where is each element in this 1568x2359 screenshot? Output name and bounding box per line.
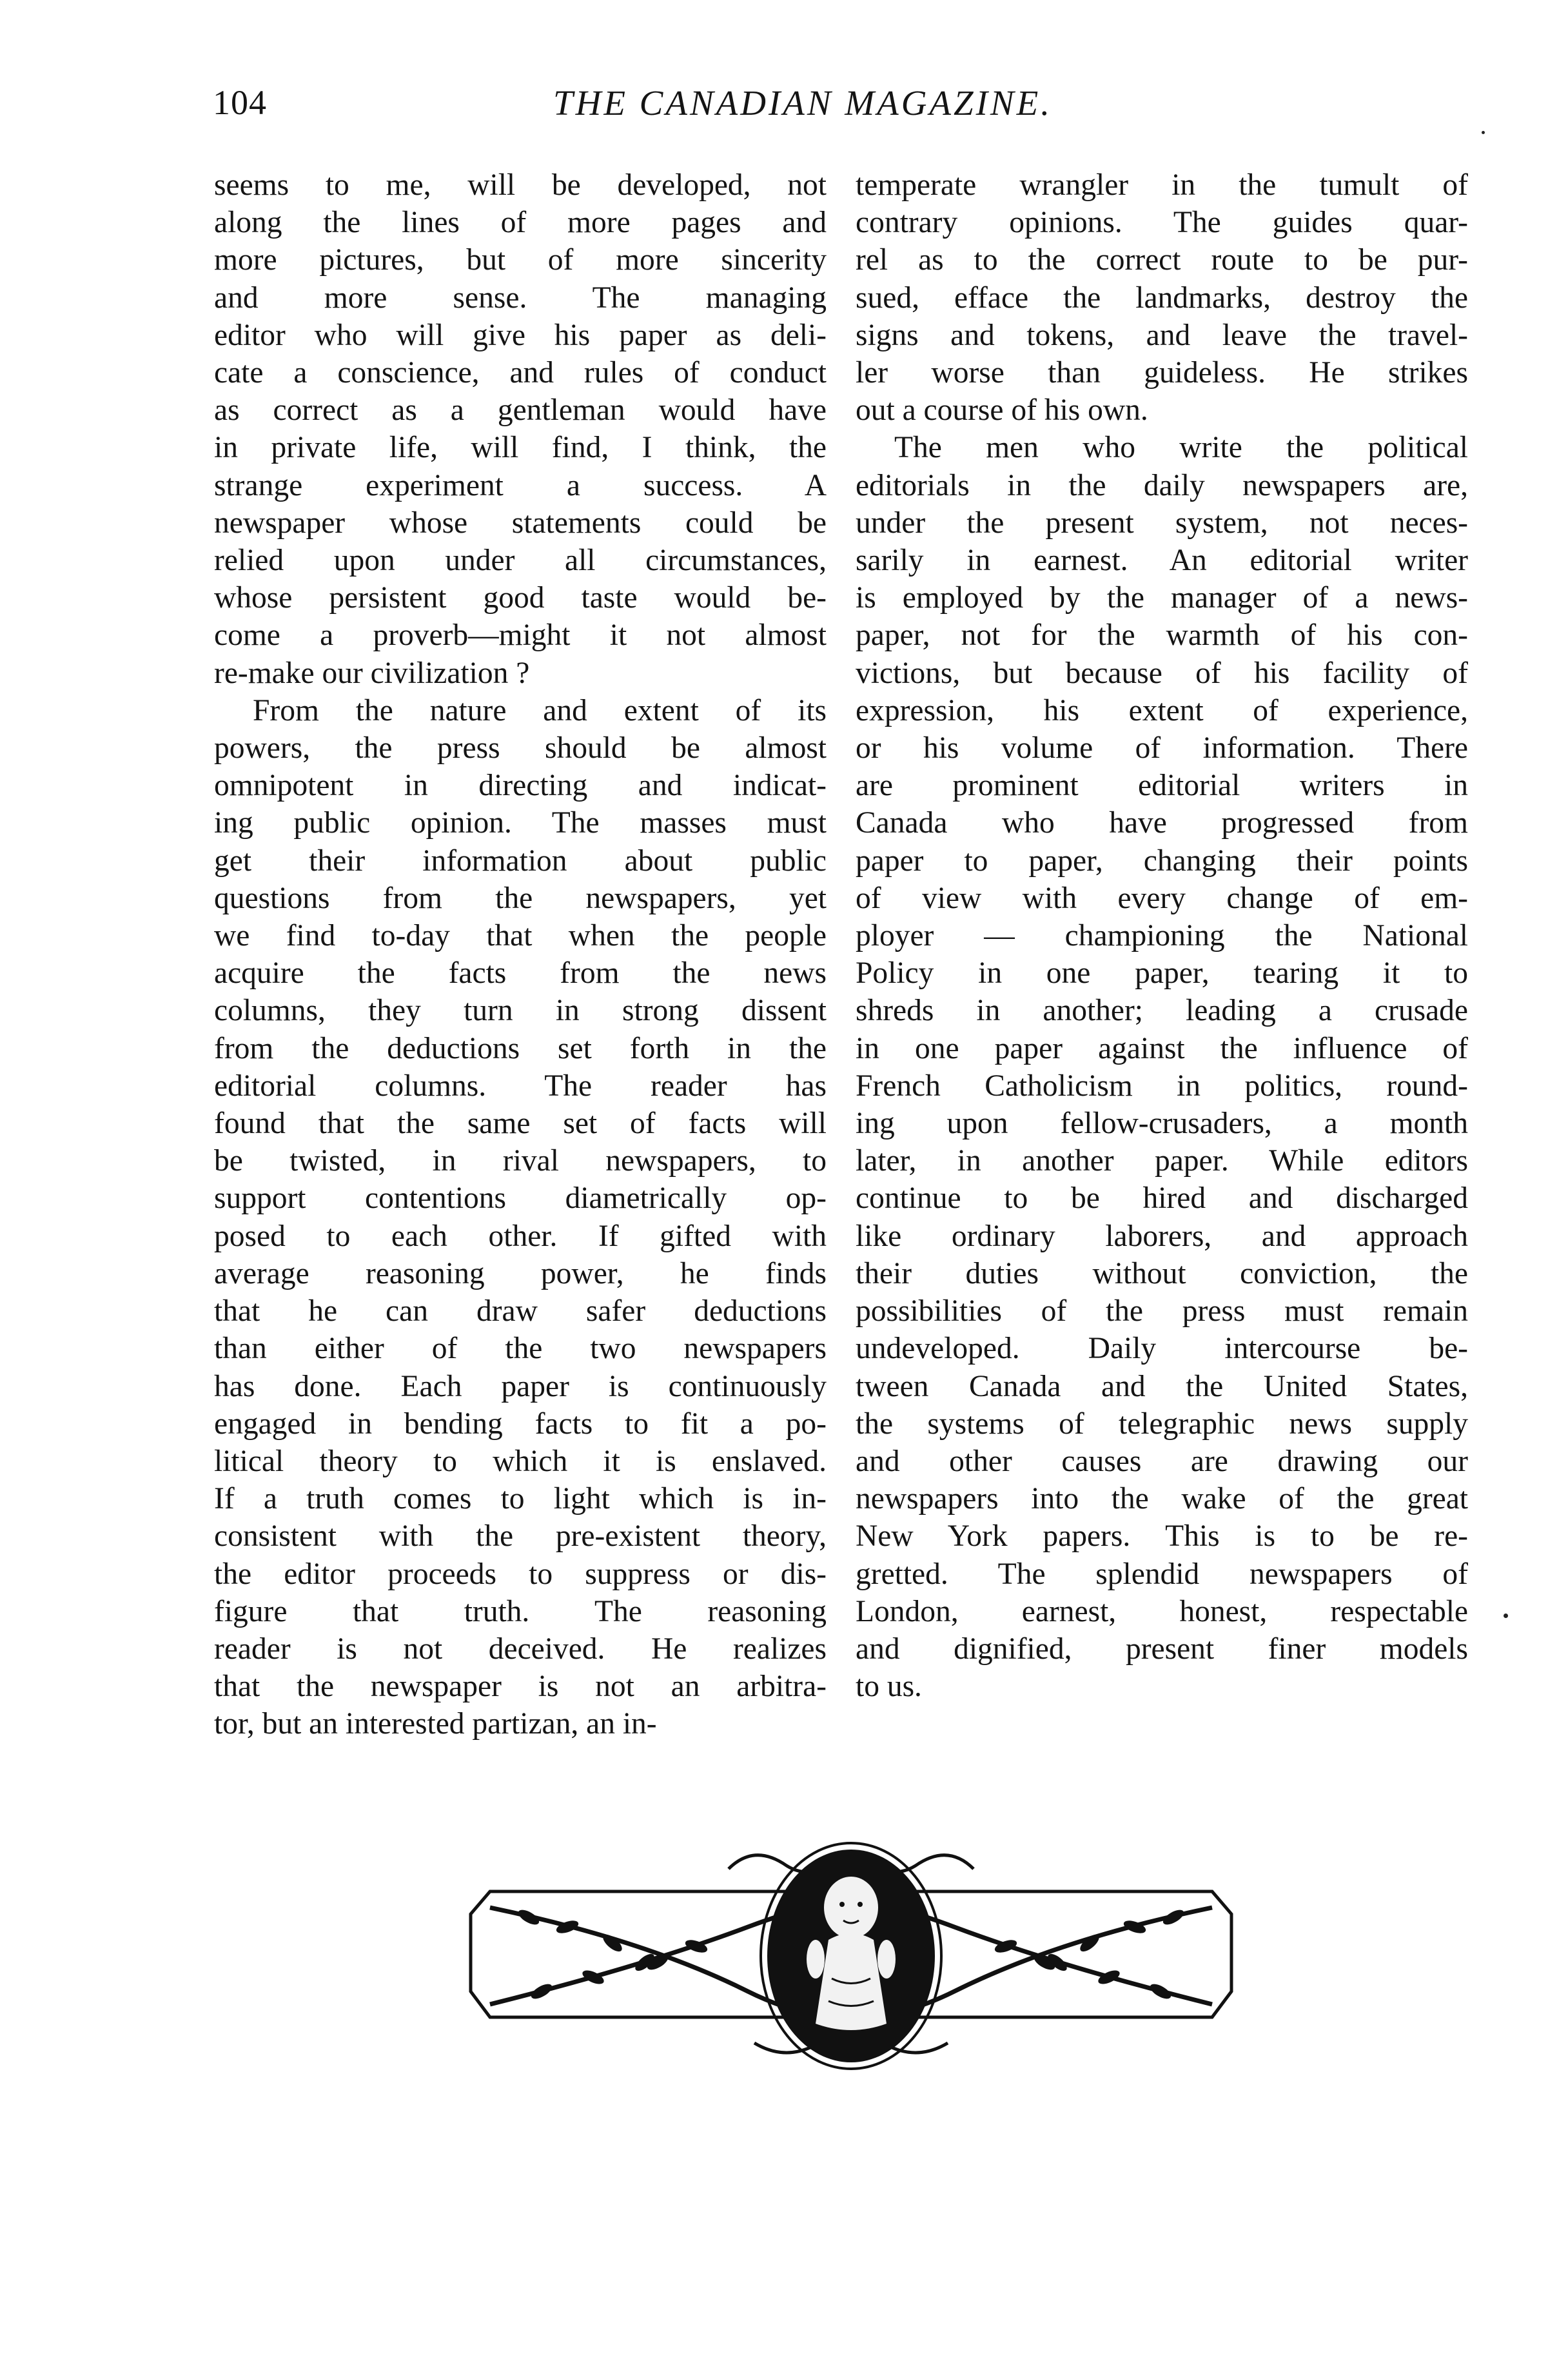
text-line: tor, but an interested partizan, an in- xyxy=(214,1707,657,1741)
decorative-tailpiece-vignette xyxy=(451,1830,1251,2075)
text-line: continue to be hired and discharged xyxy=(856,1181,1468,1216)
text-line: we find to-day that when the people xyxy=(214,919,827,953)
text-line: tween Canada and the United States, xyxy=(856,1369,1468,1403)
text-line: in private life, will find, I think, the xyxy=(214,431,827,465)
text-line: figure that truth. The reasoning xyxy=(214,1594,827,1628)
text-line: get their information about public xyxy=(214,844,827,878)
text-line: as correct as a gentleman would have xyxy=(214,393,827,428)
text-line: rel as to the correct route to be pur- xyxy=(856,243,1468,277)
text-line: editorials in the daily newspapers are, xyxy=(856,468,1468,502)
text-line: cate a conscience, and rules of conduct xyxy=(214,356,827,390)
text-line: that he can draw safer deductions xyxy=(214,1294,827,1328)
text-line: ing public opinion. The masses must xyxy=(214,806,827,840)
text-line: litical theory to which it is enslaved. xyxy=(214,1444,827,1478)
text-line: paper, not for the warmth of his con- xyxy=(856,618,1468,653)
text-line: or his volume of information. There xyxy=(856,731,1468,765)
text-line: seems to me, will be developed, not xyxy=(214,168,827,202)
text-line: powers, the press should be almost xyxy=(214,731,827,765)
text-line: are prominent editorial writers in xyxy=(856,769,1468,803)
text-line: relied upon under all circumstances, xyxy=(214,544,827,578)
text-line: editor who will give his paper as deli- xyxy=(214,318,827,352)
right-text-column xyxy=(856,166,1468,1705)
text-line: whose persistent good taste would be- xyxy=(214,581,827,615)
text-line: columns, they turn in strong dissent xyxy=(214,994,827,1028)
text-line: London, earnest, honest, respectable xyxy=(856,1594,1468,1628)
text-line: under the present system, not neces- xyxy=(856,506,1468,540)
print-speck xyxy=(1482,131,1485,134)
text-line: more pictures, but of more sincerity xyxy=(214,243,827,277)
left-text-column xyxy=(214,166,827,1743)
text-line: paper to paper, changing their points xyxy=(856,844,1468,878)
text-line: New York papers. This is to be re- xyxy=(856,1519,1468,1554)
text-line: average reasoning power, he finds xyxy=(214,1256,827,1290)
text-line: questions from the newspapers, yet xyxy=(214,881,827,915)
text-line: signs and tokens, and leave the travel- xyxy=(856,318,1468,352)
text-line: that the newspaper is not an arbitra- xyxy=(214,1670,827,1704)
text-line: re-make our civilization ? xyxy=(214,656,530,690)
text-line: out a course of his own. xyxy=(856,393,1148,428)
text-line: strange experiment a success. A xyxy=(214,468,827,502)
text-line: From the nature and extent of its xyxy=(253,693,827,727)
text-line: If a truth comes to light which is in- xyxy=(214,1482,827,1516)
text-line: found that the same set of facts will xyxy=(214,1107,827,1141)
text-line: omnipotent in directing and indicat- xyxy=(214,769,827,803)
text-line: expression, his extent of experience, xyxy=(856,693,1468,727)
text-line: posed to each other. If gifted with xyxy=(214,1219,827,1253)
text-line: sarily in earnest. An editorial writer xyxy=(856,544,1468,578)
text-line: support contentions diametrically op- xyxy=(214,1181,827,1216)
text-line: sued, efface the landmarks, destroy the xyxy=(856,281,1468,315)
text-line: undeveloped. Daily intercourse be- xyxy=(856,1332,1468,1366)
text-line: in one paper against the influence of xyxy=(856,1031,1468,1065)
text-line: acquire the facts from the news xyxy=(214,956,827,991)
text-line: gretted. The splendid newspapers of xyxy=(856,1557,1468,1591)
text-line: reader is not deceived. He realizes xyxy=(214,1632,827,1666)
text-line: and other causes are drawing our xyxy=(856,1444,1468,1478)
text-line: Policy in one paper, tearing it to xyxy=(856,956,1468,991)
text-line: contrary opinions. The guides quar- xyxy=(856,206,1468,240)
text-line: come a proverb—might it not almost xyxy=(214,618,827,653)
text-line: and more sense. The managing xyxy=(214,281,827,315)
text-line: possibilities of the press must remain xyxy=(856,1294,1468,1328)
text-line: ployer — championing the National xyxy=(856,919,1468,953)
text-line: be twisted, in rival newspapers, to xyxy=(214,1144,827,1178)
text-line: than either of the two newspapers xyxy=(214,1332,827,1366)
text-line: their duties without conviction, the xyxy=(856,1256,1468,1290)
page-number: 104 xyxy=(213,83,267,122)
text-line: engaged in bending facts to fit a po- xyxy=(214,1407,827,1441)
text-line: and dignified, present finer models xyxy=(856,1632,1468,1666)
running-title: THE CANADIAN MAGAZINE. xyxy=(553,83,1052,123)
text-line: the systems of telegraphic news supply xyxy=(856,1407,1468,1441)
text-line: later, in another paper. While editors xyxy=(856,1144,1468,1178)
text-line: along the lines of more pages and xyxy=(214,206,827,240)
text-line: from the deductions set forth in the xyxy=(214,1031,827,1065)
text-line: like ordinary laborers, and approach xyxy=(856,1219,1468,1253)
text-line: to us. xyxy=(856,1670,922,1704)
text-line: French Catholicism in politics, round- xyxy=(856,1069,1468,1103)
text-line: The men who write the political xyxy=(894,431,1468,465)
text-line: the editor proceeds to suppress or dis- xyxy=(214,1557,827,1591)
text-line: ler worse than guideless. He strikes xyxy=(856,356,1468,390)
text-line: temperate wrangler in the tumult of xyxy=(856,168,1468,202)
text-line: ing upon fellow-crusaders, a month xyxy=(856,1107,1468,1141)
text-line: editorial columns. The reader has xyxy=(214,1069,827,1103)
text-line: has done. Each paper is continuously xyxy=(214,1369,827,1403)
text-line: newspaper whose statements could be xyxy=(214,506,827,540)
text-line: shreds in another; leading a crusade xyxy=(856,994,1468,1028)
text-line: victions, but because of his facility of xyxy=(856,656,1468,690)
text-line: newspapers into the wake of the great xyxy=(856,1482,1468,1516)
text-line: is employed by the manager of a news- xyxy=(856,581,1468,615)
text-line: of view with every change of em- xyxy=(856,881,1468,915)
print-speck xyxy=(1504,1614,1508,1618)
text-line: Canada who have progressed from xyxy=(856,806,1468,840)
text-line: consistent with the pre-existent theory, xyxy=(214,1519,827,1554)
